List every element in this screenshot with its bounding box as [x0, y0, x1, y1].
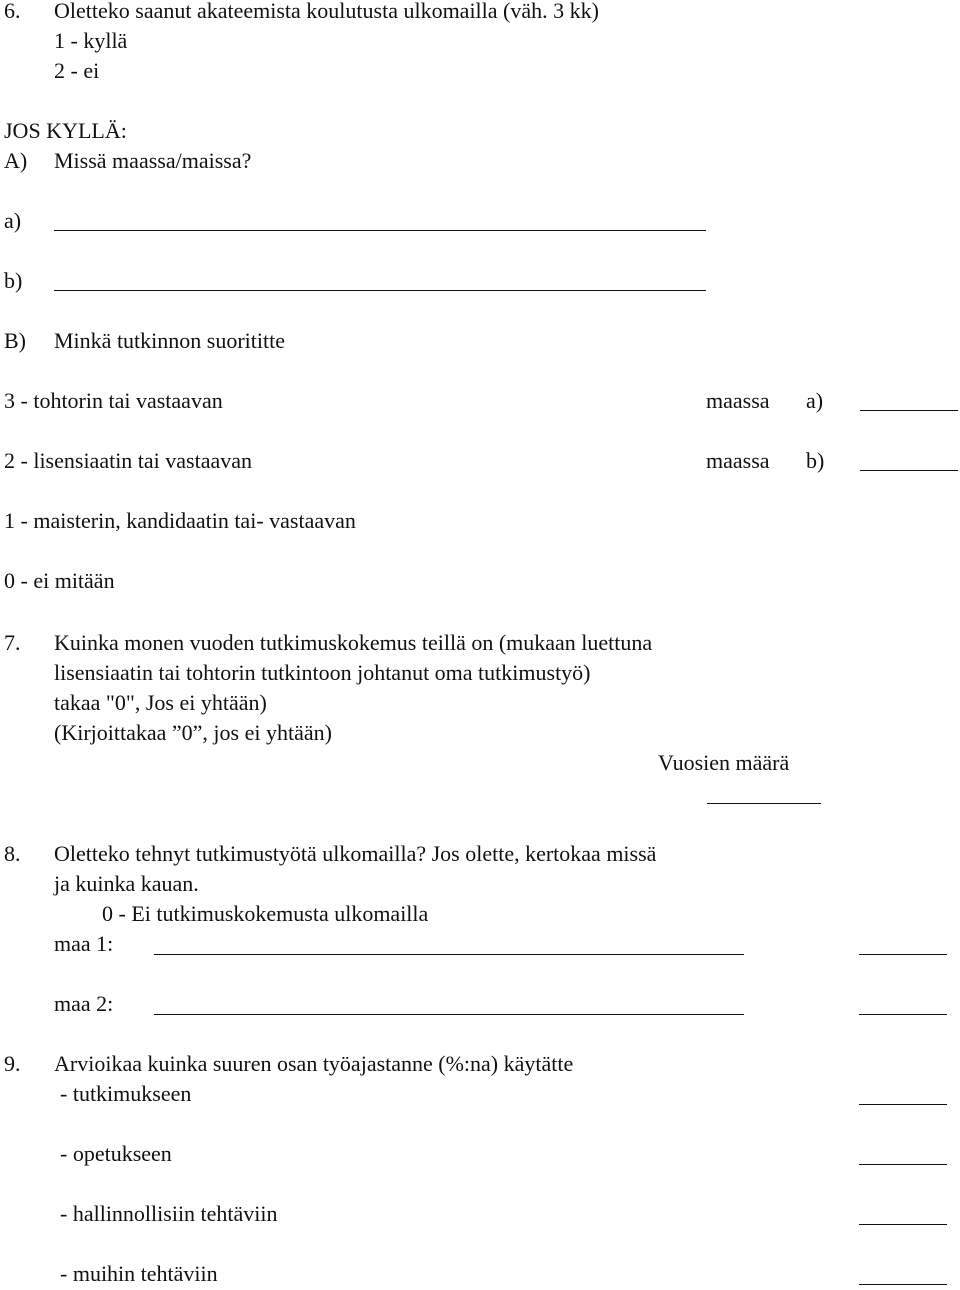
country-2-blank[interactable]: [154, 1014, 744, 1015]
q6-option-no: 2 - ei: [54, 58, 100, 83]
q9-item-teaching: - opetukseen: [60, 1141, 172, 1166]
degree-option-1: 1 - maisterin, kandidaatin tai- vastaavan: [4, 508, 356, 533]
research-percent-blank[interactable]: [859, 1104, 947, 1105]
maassa-b-blank[interactable]: [860, 470, 958, 471]
country-b-blank[interactable]: [54, 290, 706, 291]
q8-number: 8.: [4, 841, 21, 866]
q7-line-4: (Kirjoittakaa ”0”, jos ei yhtään): [54, 720, 332, 745]
q6b-label: B): [4, 328, 26, 353]
teaching-percent-blank[interactable]: [859, 1164, 947, 1165]
years-blank[interactable]: [707, 803, 821, 804]
administration-percent-blank[interactable]: [859, 1224, 947, 1225]
q7-line-2: lisensiaatin tai tohtorin tutkintoon johtanut oma tutkimustyö): [54, 660, 591, 685]
q9-number: 9.: [4, 1051, 21, 1076]
country-a-label: a): [4, 208, 22, 233]
if-yes-heading: JOS KYLLÄ:: [4, 118, 127, 143]
q9-question: Arvioikaa kuinka suuren osan työajastanne (%:na) käytätte: [54, 1051, 574, 1076]
maassa-label-b: maassa: [706, 448, 770, 473]
country-b-label: b): [4, 268, 23, 293]
degree-option-3: 3 - tohtorin tai vastaavan: [4, 388, 223, 413]
q6-question: Oletteko saanut akateemista koulutusta ulkomailla (väh. 3 kk): [54, 0, 599, 23]
q8-line-1: Oletteko tehnyt tutkimustyötä ulkomailla? Jos olette, kertokaa missä: [54, 841, 657, 866]
degree-option-0: 0 - ei mitään: [4, 568, 115, 593]
q7-line-1: Kuinka monen vuoden tutkimuskokemus teillä on (mukaan luettuna: [54, 630, 653, 655]
maassa-a-blank[interactable]: [860, 410, 958, 411]
maassa-a-label: a): [806, 388, 824, 413]
country-2-label: maa 2:: [54, 991, 114, 1016]
country-2-duration-blank[interactable]: [859, 1014, 947, 1015]
country-1-blank[interactable]: [154, 954, 744, 955]
degree-option-2: 2 - lisensiaatin tai vastaavan: [4, 448, 253, 473]
q6a-label: A): [4, 148, 28, 173]
q6b-question: Minkä tutkinnon suorititte: [54, 328, 285, 353]
country-1-label: maa 1:: [54, 931, 114, 956]
q9-item-research: - tutkimukseen: [60, 1081, 192, 1106]
other-percent-blank[interactable]: [859, 1284, 947, 1285]
years-label: Vuosien määrä: [658, 750, 790, 775]
country-a-blank[interactable]: [54, 230, 706, 231]
q9-item-administration: - hallinnollisiin tehtäviin: [60, 1201, 278, 1226]
q8-line-2: ja kuinka kauan.: [54, 871, 199, 896]
q8-option-0: 0 - Ei tutkimuskokemusta ulkomailla: [102, 901, 429, 926]
country-1-duration-blank[interactable]: [859, 954, 947, 955]
maassa-b-label: b): [806, 448, 825, 473]
q6a-question: Missä maassa/maissa?: [54, 148, 252, 173]
q6-option-yes: 1 - kyllä: [54, 28, 128, 53]
maassa-label-a: maassa: [706, 388, 770, 413]
q7-number: 7.: [4, 630, 21, 655]
q9-item-other: - muihin tehtäviin: [60, 1261, 218, 1286]
q7-line-3: takaa "0", Jos ei yhtään): [54, 690, 267, 715]
q6-number: 6.: [4, 0, 21, 23]
